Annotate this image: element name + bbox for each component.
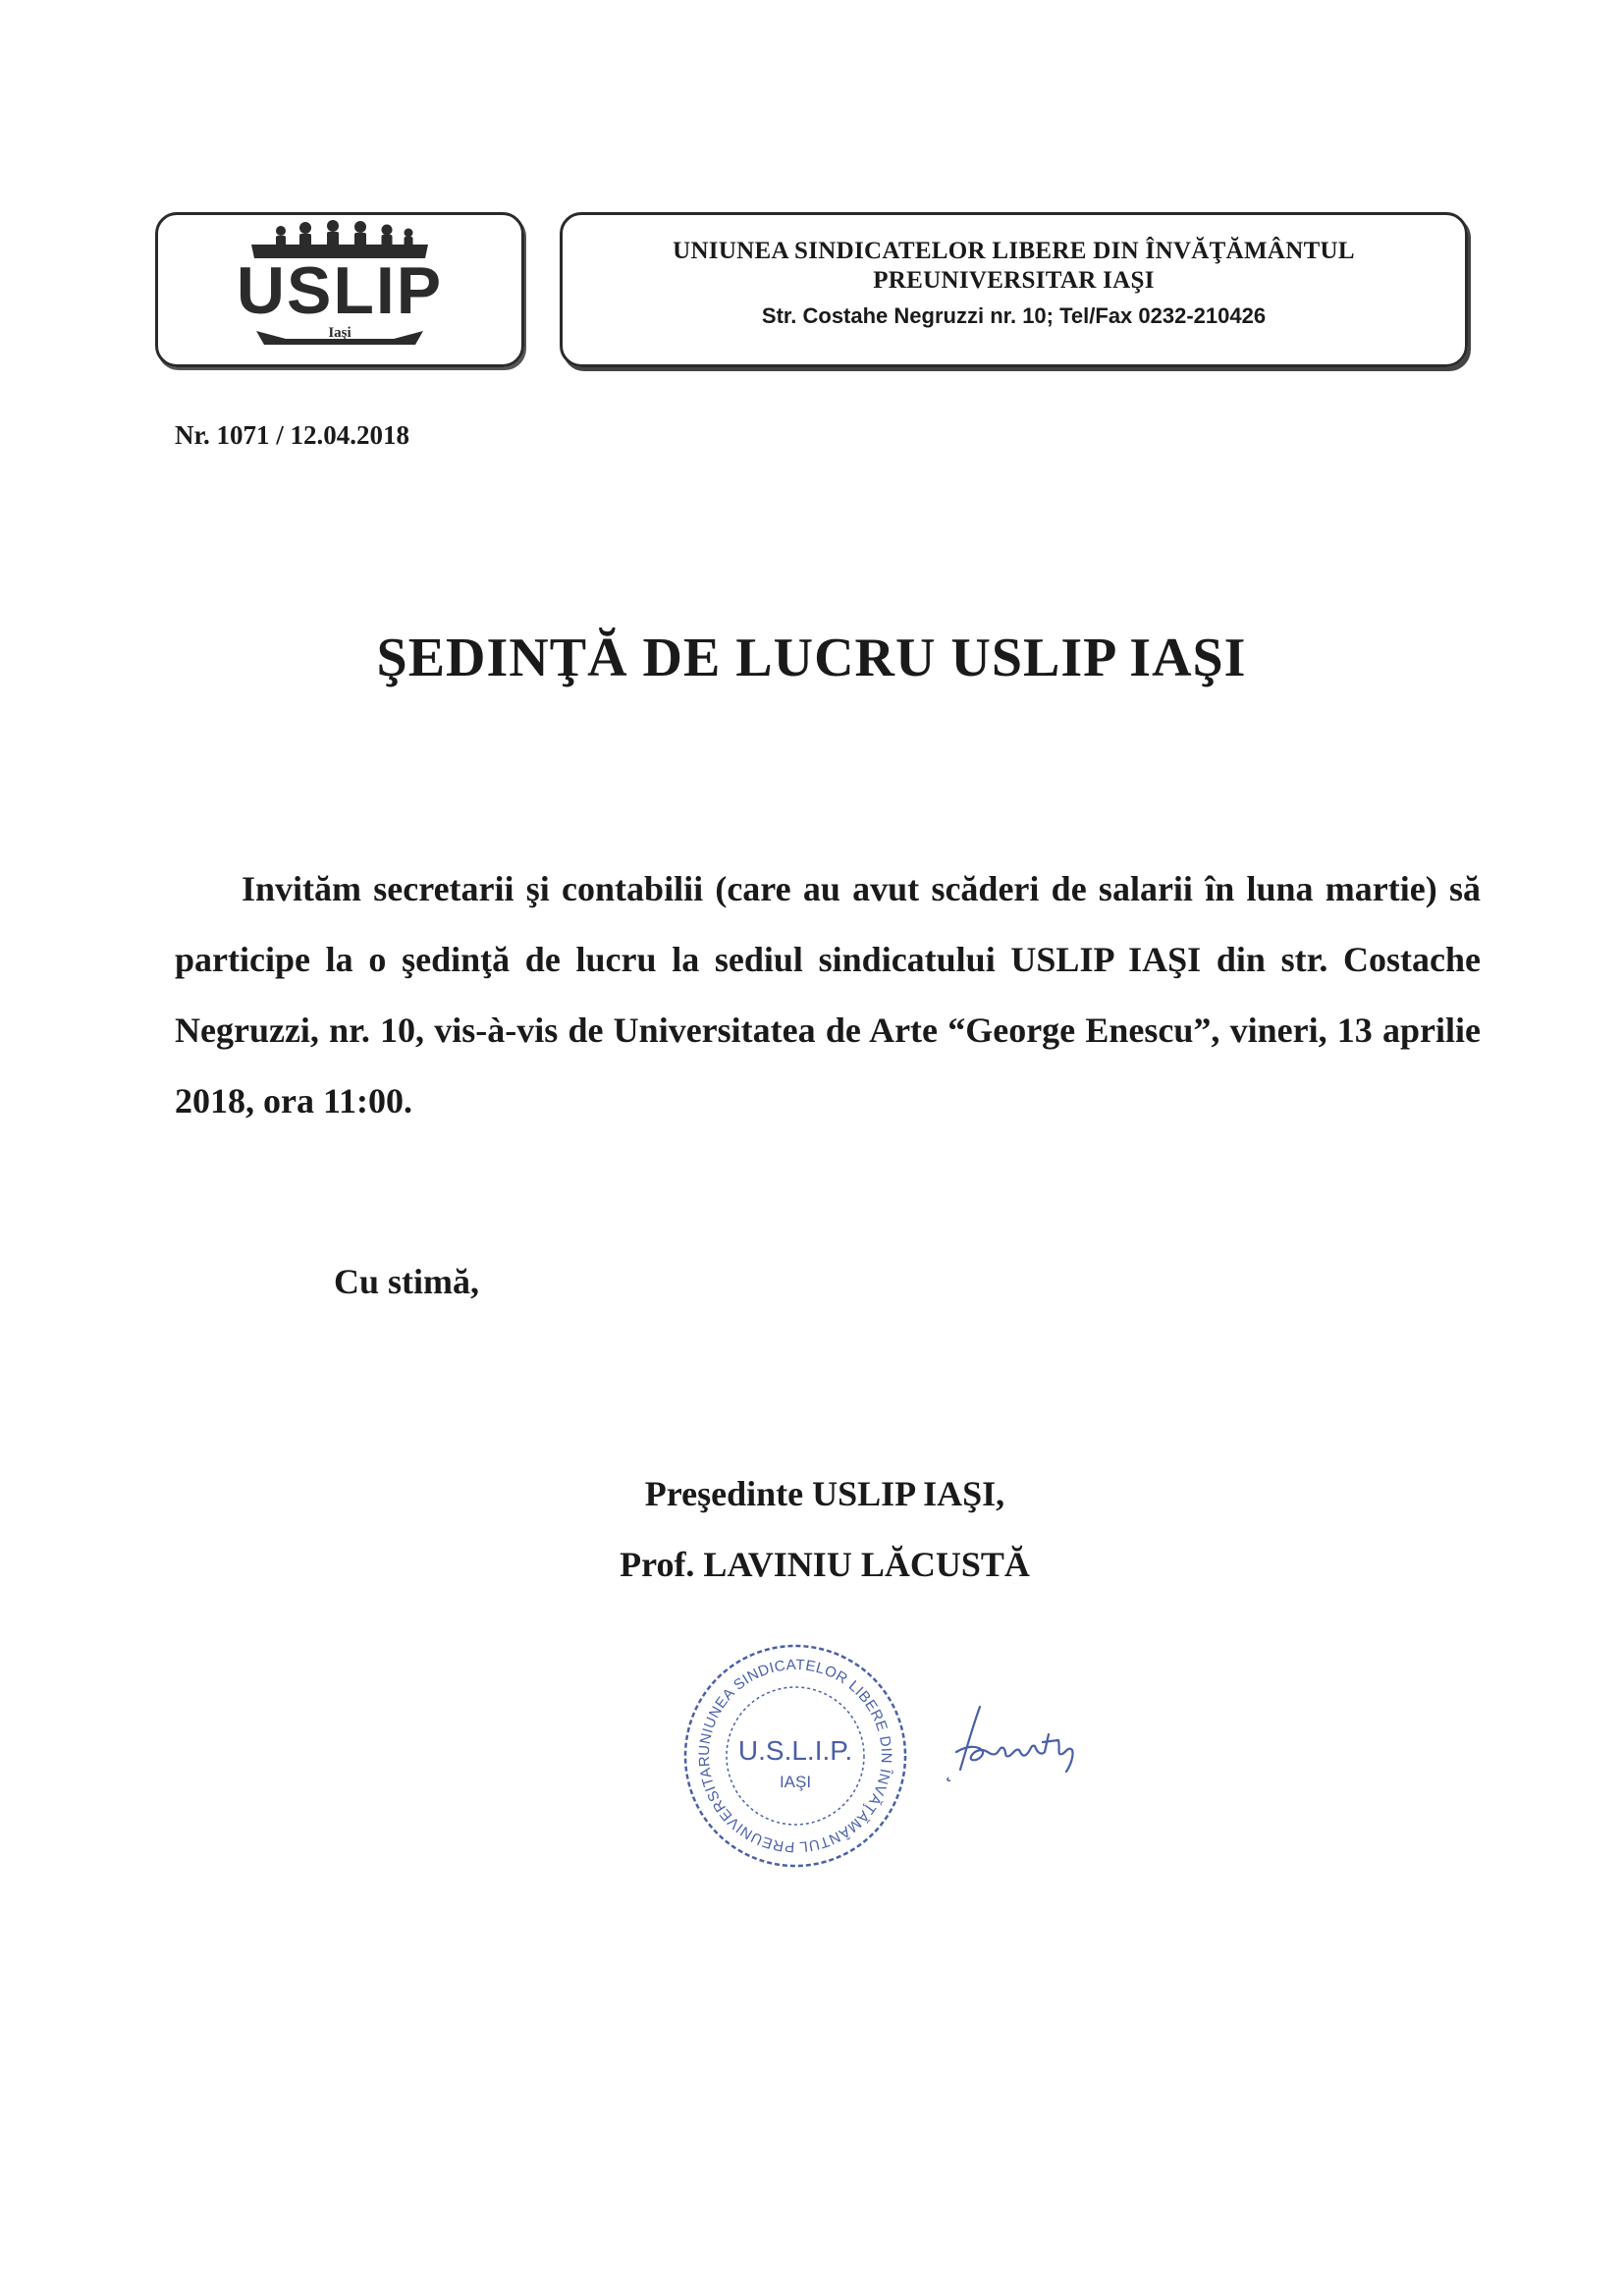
signature-scribble-icon: [943, 1699, 1100, 1787]
handwritten-signature: [943, 1699, 1100, 1792]
signatory-title: Preşedinte USLIP IAŞI,: [644, 1474, 1005, 1513]
document-number: Nr. 1071 / 12.04.2018: [175, 420, 410, 450]
logo-graphic: [158, 215, 521, 364]
organization-name-line2: PREUNIVERSITAR IAŞI: [873, 267, 1155, 294]
closing-greeting: Cu stimă,: [334, 1262, 480, 1301]
logo-brand-text: USLIP: [236, 253, 444, 328]
logo-city-text: Iaşi: [328, 325, 352, 341]
organization-address: Str. Costahe Negruzzi nr. 10; Tel/Fax 0232-210426: [761, 303, 1267, 328]
official-stamp: [677, 1638, 913, 1879]
uslip-logo: [155, 212, 524, 367]
document-title: ŞEDINŢĂ DE LUCRU USLIP IAŞI: [376, 628, 1247, 688]
signatory-name: Prof. LAVINIU LĂCUSTĂ: [620, 1545, 1030, 1584]
stamp-center-text: U.S.L.I.P.: [737, 1735, 853, 1766]
invitation-paragraph: Invităm secretarii şi contabilii (care au avut scăderi de salarii în luna martie) să participe la o şedinţă de lucru la sediul sindicatului USLIP IAŞI din str. Costache Negruzzi, nr. 10, vis-à-vis de Universitatea de Arte “George Enescu”, vineri, 13 aprilie 2018, ora 11:00.: [175, 869, 1481, 1121]
stamp-ring-text: UNIUNEA SINDICATELOR LIBERE DIN ÎNVĂŢĂMÂNTUL PREUNIVERSITAR: [695, 1656, 895, 1856]
stamp-city-text: IAŞI: [779, 1773, 812, 1791]
stamp-seal-icon: [677, 1638, 913, 1874]
organization-header: [560, 212, 1468, 367]
organization-name-line1: UNIUNEA SINDICATELOR LIBERE DIN ÎNVĂŢĂMÂNTUL: [673, 238, 1355, 264]
